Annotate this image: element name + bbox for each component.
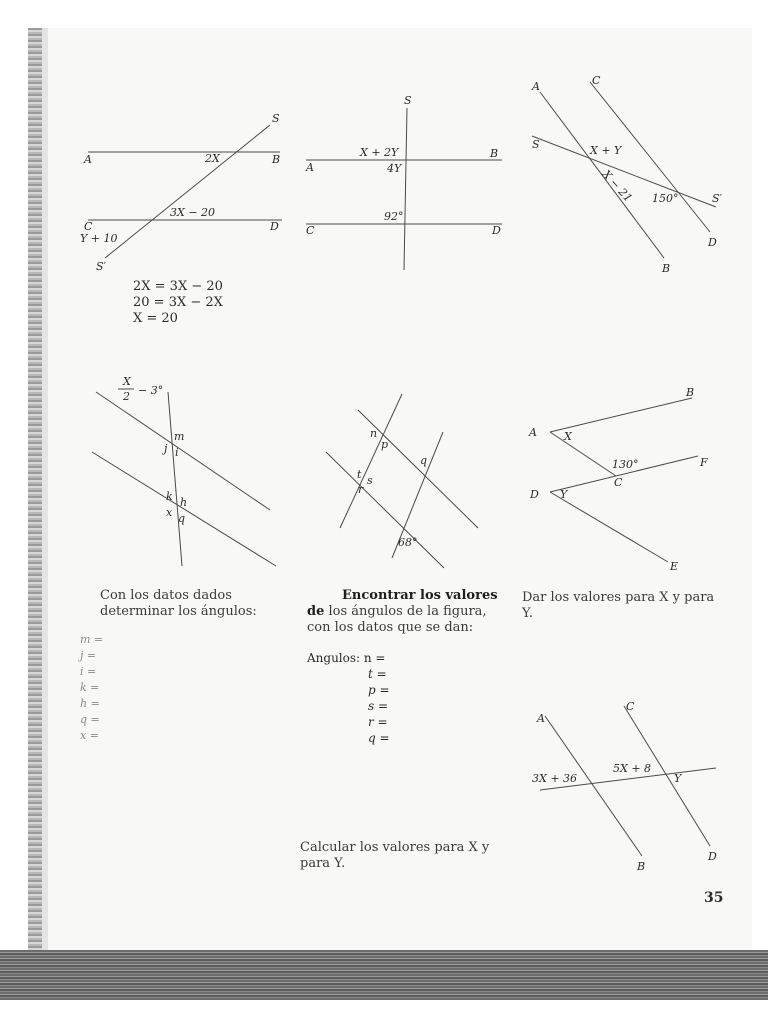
- fig3-label-b: B: [662, 262, 671, 275]
- fig4-angle-i: i: [175, 446, 179, 459]
- fig6-line-de: [550, 492, 668, 562]
- fig5-angle-q: q: [420, 454, 428, 467]
- scan-bottom-margin: [0, 1000, 768, 1024]
- fig3-line-cd: [590, 82, 710, 232]
- fig4-angle-q: q: [178, 512, 186, 525]
- fig4-top-num: X: [123, 375, 131, 388]
- answer-q: q =: [80, 713, 100, 726]
- answer-q2: q =: [368, 731, 390, 745]
- fig7-angle-y: Y: [674, 772, 682, 785]
- fig7-line-cd: [624, 706, 710, 846]
- fig3-angle-top: X + Y: [590, 144, 622, 157]
- fig1-label-a: A: [84, 153, 92, 166]
- scan-bottom-edge: [0, 950, 768, 1000]
- fig2-label-s: S: [404, 94, 412, 107]
- fig2-label-a: A: [306, 161, 314, 174]
- fig5-angle-n: n: [370, 427, 378, 440]
- fig6-angle-x: X: [564, 430, 572, 443]
- fig7-label-c: C: [626, 700, 635, 713]
- figure-6: [528, 386, 708, 573]
- fig4-top-den: 2: [123, 390, 130, 403]
- answer-t: t =: [368, 667, 387, 681]
- fig6-label-b: B: [686, 386, 695, 399]
- fig4-angle-j: j: [164, 442, 168, 455]
- instruction-col2-heading: Encontrar los valores de: [307, 588, 498, 619]
- fig4-angle-x: x: [166, 506, 173, 519]
- fig7-label-b: B: [637, 860, 646, 873]
- fig3-label-a: A: [532, 80, 540, 93]
- fig7-line-ab: [545, 716, 642, 856]
- fig1-angle-top: 2X: [205, 152, 220, 165]
- fig7-label-d: D: [708, 850, 717, 863]
- fig7-label-a: A: [537, 712, 545, 725]
- fig4-top-rest: − 3°: [138, 384, 164, 397]
- fig4-angle-m: m: [174, 430, 185, 443]
- fig2-angle-bottom: 92°: [384, 210, 404, 223]
- figure-1: [80, 112, 282, 326]
- fig1-angle-left: Y + 10: [80, 232, 118, 245]
- answer-m: m =: [80, 633, 104, 646]
- fig4-line-lower: [92, 452, 276, 566]
- fig2-transversal: [404, 108, 407, 270]
- fig1-label-d: D: [270, 220, 279, 233]
- fig2-label-d: D: [492, 224, 501, 237]
- fig6-line-ab: [550, 398, 692, 432]
- fig3-label-s: S: [532, 138, 540, 151]
- fig1-label-c: C: [84, 220, 93, 233]
- answer-r: r =: [368, 715, 388, 729]
- fig6-label-f: F: [700, 456, 708, 469]
- instruction-col2: [307, 588, 503, 636]
- fig6-angle-y: Y: [560, 488, 568, 501]
- fig3-angle-right: 150°: [652, 192, 679, 205]
- figure-2: [305, 94, 502, 270]
- instruction-bottom: Calcular los valores para X y para Y.: [300, 840, 490, 871]
- instruction-col3: Dar los valores para X y para Y.: [522, 590, 715, 621]
- answer-i: i =: [80, 665, 97, 678]
- fig1-solution-line-3: X = 20: [133, 311, 178, 326]
- col2-answer-list: [368, 666, 390, 746]
- figure-5: [326, 394, 478, 568]
- fig7-angle-right: 5X + 8: [613, 762, 652, 775]
- fig2-label-b: B: [490, 147, 499, 160]
- fig4-line-upper: [96, 392, 270, 510]
- answer-j: j =: [80, 649, 97, 662]
- page-number: 35: [704, 890, 724, 906]
- fig6-label-e: E: [670, 560, 679, 573]
- figure-7: [532, 700, 717, 873]
- fig4-angle-h: h: [180, 496, 188, 509]
- fig1-transversal: [105, 125, 270, 258]
- instruction-col2-body: los ángulos de la figura, con los datos que se dan:: [307, 604, 487, 635]
- fig2-angle-mid: 4Y: [387, 162, 402, 175]
- fig5-line-lower: [326, 452, 444, 568]
- fig3-label-d: D: [708, 236, 717, 249]
- fig1-solution-line-2: 20 = 3X − 2X: [133, 295, 223, 310]
- fig6-label-c: C: [614, 476, 623, 489]
- fig5-angle-p: p: [381, 438, 389, 451]
- fig6-line-ac: [550, 432, 616, 476]
- fig4-angle-k: k: [166, 490, 173, 503]
- fig3-angle-diag: X − 21: [599, 167, 635, 205]
- fig1-solution-line-1: 2X = 3X − 20: [133, 279, 223, 294]
- fig3-label-s-prime: S′: [712, 192, 723, 205]
- col1-answer-list: [80, 632, 103, 744]
- fig5-angle-s: s: [367, 474, 373, 487]
- answer-k: k =: [80, 681, 100, 694]
- fig5-angle-t: t: [357, 468, 362, 481]
- fig1-label-s-prime: S′: [96, 260, 107, 273]
- fig7-angle-left: 3X + 36: [532, 772, 578, 785]
- answer-s: s =: [368, 699, 389, 713]
- col2-answers-head: Angulos: n =: [307, 651, 386, 665]
- answer-p: p =: [368, 683, 390, 697]
- answer-x: x =: [80, 729, 99, 742]
- fig1-label-s: S: [272, 112, 280, 125]
- answer-h: h =: [80, 697, 100, 710]
- instruction-col1: Con los datos dados determinar los ángulos:: [100, 588, 257, 619]
- fig5-angle-r: r: [358, 483, 364, 496]
- fig4-transversal: [168, 392, 185, 566]
- fig5-angle-68: 68°: [398, 536, 418, 549]
- figure-4: [92, 375, 276, 566]
- fig2-label-c: C: [306, 224, 315, 237]
- fig1-angle-bottom: 3X − 20: [170, 206, 216, 219]
- fig5-transversal-left: [340, 394, 402, 528]
- fig2-angle-top: X + 2Y: [360, 146, 399, 159]
- fig3-label-c: C: [592, 74, 601, 87]
- fig6-angle-130: 130°: [612, 458, 639, 471]
- fig1-label-b: B: [272, 153, 281, 166]
- fig6-label-a: A: [529, 426, 537, 439]
- figure-3: [531, 74, 723, 275]
- fig6-label-d: D: [530, 488, 539, 501]
